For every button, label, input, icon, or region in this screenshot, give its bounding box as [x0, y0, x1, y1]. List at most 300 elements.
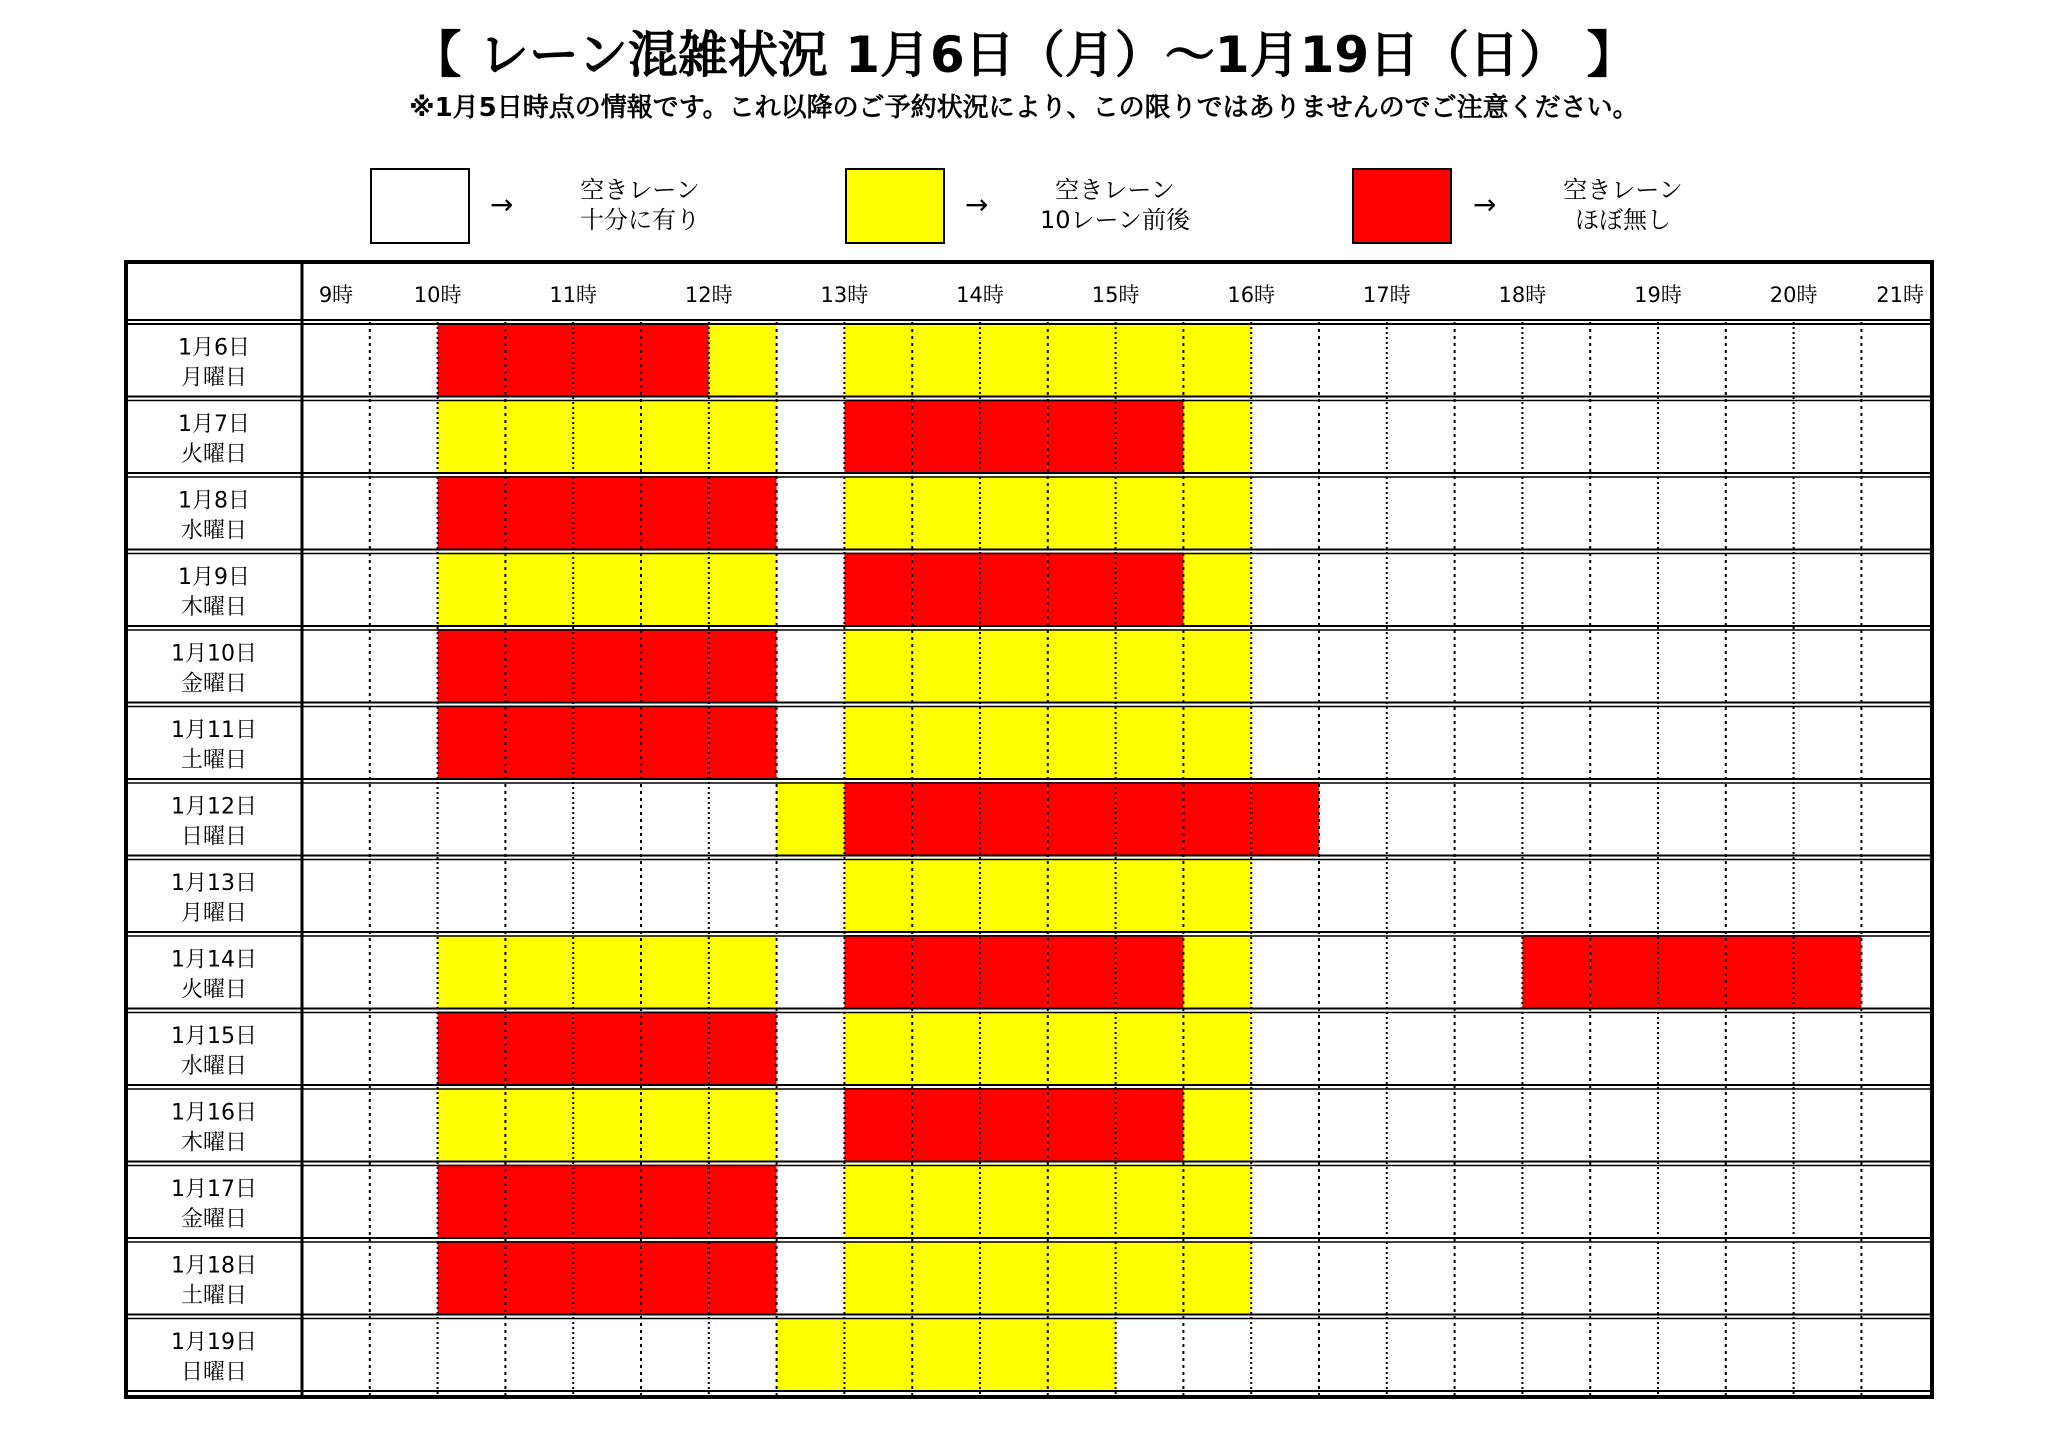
- time-slot-cell: [1658, 476, 1726, 551]
- time-slot-cell: [1658, 400, 1726, 475]
- time-slot-cell: [777, 1088, 845, 1163]
- time-slot-cell: [1658, 323, 1726, 398]
- time-slot-cell: [912, 1012, 980, 1087]
- time-slot-cell: [302, 400, 370, 475]
- time-slot-cell: [438, 323, 506, 398]
- time-slot-cell: [709, 629, 777, 704]
- time-slot-cell: [1387, 935, 1455, 1010]
- time-slot-cell: [1658, 706, 1726, 781]
- time-slot-cell: [709, 400, 777, 475]
- time-slot-cell: [980, 400, 1048, 475]
- time-slot-cell: [1048, 629, 1116, 704]
- time-slot-cell: [505, 1241, 573, 1316]
- time-slot-cell: [980, 1318, 1048, 1393]
- time-slot-cell: [302, 1165, 370, 1240]
- page-title: 【 レーン混雑状況 1月6日（月）～1月19日（日） 】: [411, 26, 1637, 84]
- time-slot-cell: [844, 706, 912, 781]
- time-slot-cell: [1658, 1088, 1726, 1163]
- time-slot-cell: [505, 1088, 573, 1163]
- time-slot-cell: [1183, 553, 1251, 628]
- time-slot-cell: [777, 782, 845, 857]
- hour-label: 11時: [549, 283, 598, 307]
- time-slot-cell: [302, 476, 370, 551]
- time-slot-cell: [1590, 782, 1658, 857]
- hour-label: 9時: [318, 283, 354, 307]
- time-slot-cell: [1048, 706, 1116, 781]
- time-slot-cell: [1861, 1165, 1929, 1240]
- time-slot-cell: [1183, 1318, 1251, 1393]
- time-slot-cell: [1455, 706, 1523, 781]
- time-slot-cell: [1861, 1318, 1929, 1393]
- time-slot-cell: [1522, 1318, 1590, 1393]
- time-slot-cell: [573, 629, 641, 704]
- time-slot-cell: [777, 935, 845, 1010]
- time-slot-cell: [505, 553, 573, 628]
- time-slot-cell: [1726, 859, 1794, 934]
- time-slot-cell: [1726, 629, 1794, 704]
- time-slot-cell: [1455, 1165, 1523, 1240]
- time-slot-cell: [302, 553, 370, 628]
- time-slot-cell: [573, 782, 641, 857]
- time-slot-cell: [302, 1012, 370, 1087]
- time-slot-cell: [1726, 1318, 1794, 1393]
- hour-label: 14時: [956, 283, 1004, 307]
- time-slot-cell: [1861, 553, 1929, 628]
- time-slot-cell: [1387, 476, 1455, 551]
- time-slot-cell: [980, 1165, 1048, 1240]
- time-slot-cell: [1794, 553, 1862, 628]
- time-slot-cell: [370, 1012, 438, 1087]
- time-slot-cell: [1726, 553, 1794, 628]
- time-slot-cell: [641, 782, 709, 857]
- time-slot-cell: [1116, 400, 1184, 475]
- time-slot-cell: [1319, 323, 1387, 398]
- time-slot-cell: [777, 1012, 845, 1087]
- time-slot-cell: [1522, 400, 1590, 475]
- time-slot-cell: [777, 400, 845, 475]
- hour-header: [319, 283, 1924, 307]
- time-slot-cell: [302, 935, 370, 1010]
- time-slot-cell: [573, 859, 641, 934]
- time-slot-cell: [1590, 1088, 1658, 1163]
- time-slot-cell: [1387, 1165, 1455, 1240]
- time-slot-cell: [844, 1318, 912, 1393]
- time-slot-cell: [709, 859, 777, 934]
- time-slot-cell: [370, 1318, 438, 1393]
- time-slot-cell: [1590, 629, 1658, 704]
- time-slot-cell: [1590, 1165, 1658, 1240]
- time-slot-cell: [1048, 323, 1116, 398]
- row-weekday-label: 木曜日: [180, 594, 248, 620]
- time-slot-cell: [912, 1165, 980, 1240]
- time-slot-cell: [1183, 706, 1251, 781]
- time-slot-cell: [1319, 935, 1387, 1010]
- time-slot-cell: [777, 553, 845, 628]
- row-date-label: 1月16日: [171, 1100, 257, 1126]
- row-weekday-label: 土曜日: [180, 1283, 248, 1309]
- time-slot-cell: [302, 782, 370, 857]
- time-slot-cell: [1861, 476, 1929, 551]
- time-slot-cell: [1116, 859, 1184, 934]
- time-slot-cell: [370, 400, 438, 475]
- time-slot-cell: [438, 1241, 506, 1316]
- time-slot-cell: [1794, 323, 1862, 398]
- time-slot-cell: [980, 1241, 1048, 1316]
- time-slot-cell: [1726, 1088, 1794, 1163]
- time-slot-cell: [1861, 1012, 1929, 1087]
- time-slot-cell: [1251, 1318, 1319, 1393]
- time-slot-cell: [438, 782, 506, 857]
- time-slot-cell: [1590, 476, 1658, 551]
- hour-label: 12時: [684, 283, 733, 307]
- time-slot-cell: [1658, 782, 1726, 857]
- time-slot-cell: [1251, 1165, 1319, 1240]
- time-slot-cell: [844, 1012, 912, 1087]
- time-slot-cell: [1251, 782, 1319, 857]
- time-slot-cell: [1048, 1165, 1116, 1240]
- time-slot-cell: [777, 1318, 845, 1393]
- time-slot-cell: [1522, 935, 1590, 1010]
- time-slot-cell: [1861, 935, 1929, 1010]
- time-slot-cell: [641, 1012, 709, 1087]
- time-slot-cell: [438, 1088, 506, 1163]
- time-slot-cell: [302, 1088, 370, 1163]
- time-slot-cell: [1658, 1241, 1726, 1316]
- hour-label: 15時: [1091, 283, 1140, 307]
- time-slot-cell: [709, 1241, 777, 1316]
- time-slot-cell: [1522, 1241, 1590, 1316]
- time-slot-cell: [1522, 782, 1590, 857]
- time-slot-cell: [1387, 1012, 1455, 1087]
- time-slot-cell: [1590, 1241, 1658, 1316]
- time-slot-cell: [1794, 1318, 1862, 1393]
- time-slot-cell: [709, 1165, 777, 1240]
- time-slot-cell: [573, 1241, 641, 1316]
- time-slot-cell: [1658, 1318, 1726, 1393]
- time-slot-cell: [1319, 1318, 1387, 1393]
- time-slot-cell: [370, 1241, 438, 1316]
- time-slot-cell: [302, 323, 370, 398]
- time-slot-cell: [1183, 859, 1251, 934]
- time-slot-cell: [844, 1088, 912, 1163]
- time-slot-cell: [844, 553, 912, 628]
- time-slot-cell: [1794, 1165, 1862, 1240]
- time-slot-cell: [1658, 859, 1726, 934]
- time-slot-cell: [1861, 400, 1929, 475]
- time-slot-cell: [1048, 935, 1116, 1010]
- time-slot-cell: [438, 1012, 506, 1087]
- time-slot-cell: [1455, 1241, 1523, 1316]
- time-slot-cell: [505, 476, 573, 551]
- time-slot-cell: [1319, 706, 1387, 781]
- time-slot-cell: [777, 859, 845, 934]
- time-slot-cell: [709, 782, 777, 857]
- time-slot-cell: [1590, 323, 1658, 398]
- time-slot-cell: [1183, 1088, 1251, 1163]
- time-slot-cell: [1455, 935, 1523, 1010]
- time-slot-cell: [777, 323, 845, 398]
- hour-label: 13時: [820, 283, 869, 307]
- time-slot-cell: [844, 629, 912, 704]
- row-date-label: 1月17日: [171, 1176, 257, 1202]
- time-slot-cell: [573, 476, 641, 551]
- time-slot-cell: [1590, 553, 1658, 628]
- legend-line: ほぼ無し: [1575, 206, 1671, 234]
- time-slot-cell: [1048, 1088, 1116, 1163]
- arrow-icon: →: [965, 188, 989, 221]
- time-slot-cell: [1861, 1088, 1929, 1163]
- time-slot-cell: [844, 323, 912, 398]
- time-slot-cell: [641, 706, 709, 781]
- time-slot-cell: [1387, 859, 1455, 934]
- time-slot-cell: [980, 476, 1048, 551]
- time-slot-cell: [1455, 553, 1523, 628]
- time-slot-cell: [777, 706, 845, 781]
- time-slot-cell: [1116, 706, 1184, 781]
- time-slot-cell: [1455, 1012, 1523, 1087]
- time-slot-cell: [438, 553, 506, 628]
- row-date-label: 1月18日: [171, 1253, 257, 1279]
- time-slot-cell: [1726, 476, 1794, 551]
- time-slot-cell: [912, 629, 980, 704]
- time-slot-cell: [641, 935, 709, 1010]
- legend-line: 空きレーン: [1055, 176, 1175, 204]
- time-slot-cell: [505, 629, 573, 704]
- time-slot-cell: [438, 476, 506, 551]
- row-weekday-label: 火曜日: [180, 977, 248, 1003]
- time-slot-cell: [370, 935, 438, 1010]
- time-slot-cell: [912, 553, 980, 628]
- time-slot-cell: [709, 706, 777, 781]
- time-slot-cell: [1183, 629, 1251, 704]
- time-slot-cell: [1387, 1241, 1455, 1316]
- time-slot-cell: [573, 400, 641, 475]
- time-slot-cell: [302, 1241, 370, 1316]
- hour-label: 17時: [1362, 283, 1411, 307]
- time-slot-cell: [1861, 323, 1929, 398]
- row-date-label: 1月19日: [171, 1329, 257, 1355]
- time-slot-cell: [1455, 323, 1523, 398]
- time-slot-cell: [1251, 400, 1319, 475]
- time-slot-cell: [709, 476, 777, 551]
- time-slot-cell: [1726, 323, 1794, 398]
- row-date-label: 1月6日: [178, 335, 250, 361]
- time-slot-cell: [1522, 1088, 1590, 1163]
- time-slot-cell: [980, 706, 1048, 781]
- time-slot-cell: [1726, 1165, 1794, 1240]
- row-weekday-label: 火曜日: [180, 441, 248, 467]
- time-slot-cell: [1387, 782, 1455, 857]
- time-slot-cell: [1251, 706, 1319, 781]
- time-slot-cell: [370, 706, 438, 781]
- row-weekday-label: 月曜日: [180, 900, 248, 926]
- time-slot-cell: [1251, 859, 1319, 934]
- time-slot-cell: [980, 859, 1048, 934]
- time-slot-cell: [1116, 782, 1184, 857]
- time-slot-cell: [1590, 1012, 1658, 1087]
- time-slot-cell: [370, 553, 438, 628]
- time-slot-cell: [641, 1088, 709, 1163]
- row-date-label: 1月8日: [178, 488, 250, 514]
- row-weekday-label: 金曜日: [180, 1206, 248, 1232]
- time-slot-cell: [1116, 476, 1184, 551]
- time-slot-cell: [505, 323, 573, 398]
- time-slot-cell: [1861, 859, 1929, 934]
- time-slot-cell: [1861, 1241, 1929, 1316]
- time-slot-cell: [641, 476, 709, 551]
- time-slot-cell: [505, 859, 573, 934]
- time-slot-cell: [1319, 1088, 1387, 1163]
- time-slot-cell: [1048, 476, 1116, 551]
- time-slot-cell: [1455, 782, 1523, 857]
- time-slot-cell: [1590, 1318, 1658, 1393]
- time-slot-cell: [1116, 1012, 1184, 1087]
- time-slot-cell: [1658, 935, 1726, 1010]
- time-slot-cell: [1319, 1165, 1387, 1240]
- time-slot-cell: [302, 629, 370, 704]
- row-weekday-label: 木曜日: [180, 1130, 248, 1156]
- time-slot-cell: [980, 1088, 1048, 1163]
- time-slot-cell: [1387, 400, 1455, 475]
- time-slot-cell: [844, 400, 912, 475]
- arrow-icon: →: [490, 188, 514, 221]
- time-slot-cell: [1387, 1318, 1455, 1393]
- row-weekday-label: 金曜日: [180, 671, 248, 697]
- time-slot-cell: [1319, 553, 1387, 628]
- time-slot-cell: [370, 323, 438, 398]
- time-slot-cell: [1319, 476, 1387, 551]
- row-date-label: 1月9日: [178, 564, 250, 590]
- time-slot-cell: [505, 706, 573, 781]
- time-slot-cell: [573, 553, 641, 628]
- time-slot-cell: [302, 706, 370, 781]
- time-slot-cell: [1251, 935, 1319, 1010]
- time-slot-cell: [1590, 400, 1658, 475]
- time-slot-cell: [573, 323, 641, 398]
- time-slot-cell: [1794, 935, 1862, 1010]
- time-slot-cell: [1251, 629, 1319, 704]
- time-slot-cell: [1251, 1241, 1319, 1316]
- time-slot-cell: [1455, 1318, 1523, 1393]
- time-slot-cell: [1794, 629, 1862, 704]
- time-slot-cell: [1048, 553, 1116, 628]
- time-slot-cell: [505, 1165, 573, 1240]
- time-slot-cell: [1319, 1241, 1387, 1316]
- row-weekday-label: 水曜日: [180, 518, 248, 544]
- time-slot-cell: [1794, 1241, 1862, 1316]
- time-slot-cell: [844, 782, 912, 857]
- time-slot-cell: [641, 1165, 709, 1240]
- time-slot-cell: [709, 323, 777, 398]
- hour-label: 19時: [1634, 283, 1682, 307]
- time-slot-cell: [1116, 1165, 1184, 1240]
- time-slot-cell: [1183, 476, 1251, 551]
- time-slot-cell: [1726, 400, 1794, 475]
- time-slot-cell: [370, 629, 438, 704]
- time-slot-cell: [980, 935, 1048, 1010]
- time-slot-cell: [1387, 553, 1455, 628]
- time-slot-cell: [641, 400, 709, 475]
- time-slot-cell: [1387, 1088, 1455, 1163]
- time-slot-cell: [1116, 1241, 1184, 1316]
- row-weekday-label: 土曜日: [180, 747, 248, 773]
- time-slot-cell: [980, 323, 1048, 398]
- time-slot-cell: [1522, 1165, 1590, 1240]
- time-slot-cell: [573, 1165, 641, 1240]
- time-slot-cell: [912, 859, 980, 934]
- time-slot-cell: [844, 935, 912, 1010]
- time-slot-cell: [1183, 323, 1251, 398]
- time-slot-cell: [1794, 1088, 1862, 1163]
- time-slot-cell: [1522, 323, 1590, 398]
- time-slot-cell: [709, 935, 777, 1010]
- row-date-label: 1月13日: [171, 870, 257, 896]
- time-slot-cell: [1116, 1318, 1184, 1393]
- time-slot-cell: [1116, 935, 1184, 1010]
- time-slot-cell: [1116, 553, 1184, 628]
- time-slot-cell: [641, 629, 709, 704]
- row-weekday-label: 月曜日: [180, 365, 248, 391]
- time-slot-cell: [505, 400, 573, 475]
- legend-line: 空きレーン: [580, 176, 700, 204]
- time-slot-cell: [573, 706, 641, 781]
- time-slot-cell: [1861, 706, 1929, 781]
- time-slot-cell: [1183, 1165, 1251, 1240]
- time-slot-cell: [709, 1012, 777, 1087]
- time-slot-cell: [1794, 1012, 1862, 1087]
- time-slot-cell: [1319, 629, 1387, 704]
- row-weekday-label: 日曜日: [180, 1359, 248, 1385]
- time-slot-cell: [1726, 1012, 1794, 1087]
- time-slot-cell: [1658, 629, 1726, 704]
- time-slot-cell: [912, 400, 980, 475]
- row-date-label: 1月10日: [171, 641, 257, 667]
- time-slot-cell: [1522, 1012, 1590, 1087]
- time-slot-cell: [505, 1318, 573, 1393]
- time-slot-cell: [438, 859, 506, 934]
- hour-label: 18時: [1498, 283, 1547, 307]
- time-slot-cell: [1794, 476, 1862, 551]
- legend-line: 十分に有り: [580, 206, 700, 234]
- time-slot-cell: [1387, 629, 1455, 704]
- time-slot-cell: [980, 1012, 1048, 1087]
- time-slot-cell: [1590, 859, 1658, 934]
- time-slot-cell: [641, 323, 709, 398]
- time-slot-cell: [1455, 859, 1523, 934]
- time-slot-cell: [912, 935, 980, 1010]
- time-slot-cell: [1319, 1012, 1387, 1087]
- time-slot-cell: [1455, 400, 1523, 475]
- time-slot-cell: [1048, 1012, 1116, 1087]
- time-slot-cell: [641, 1241, 709, 1316]
- time-slot-cell: [505, 782, 573, 857]
- time-slot-cell: [573, 935, 641, 1010]
- time-slot-cell: [709, 553, 777, 628]
- time-slot-cell: [1658, 553, 1726, 628]
- row-date-label: 1月14日: [171, 947, 257, 973]
- time-slot-cell: [709, 1318, 777, 1393]
- time-slot-cell: [505, 1012, 573, 1087]
- time-slot-cell: [641, 553, 709, 628]
- time-slot-cell: [1658, 1165, 1726, 1240]
- time-slot-cell: [438, 706, 506, 781]
- row-weekday-label: 水曜日: [180, 1053, 248, 1079]
- time-slot-cell: [1726, 935, 1794, 1010]
- time-slot-cell: [1319, 400, 1387, 475]
- time-slot-cell: [641, 1318, 709, 1393]
- time-slot-cell: [370, 1165, 438, 1240]
- time-slot-cell: [912, 476, 980, 551]
